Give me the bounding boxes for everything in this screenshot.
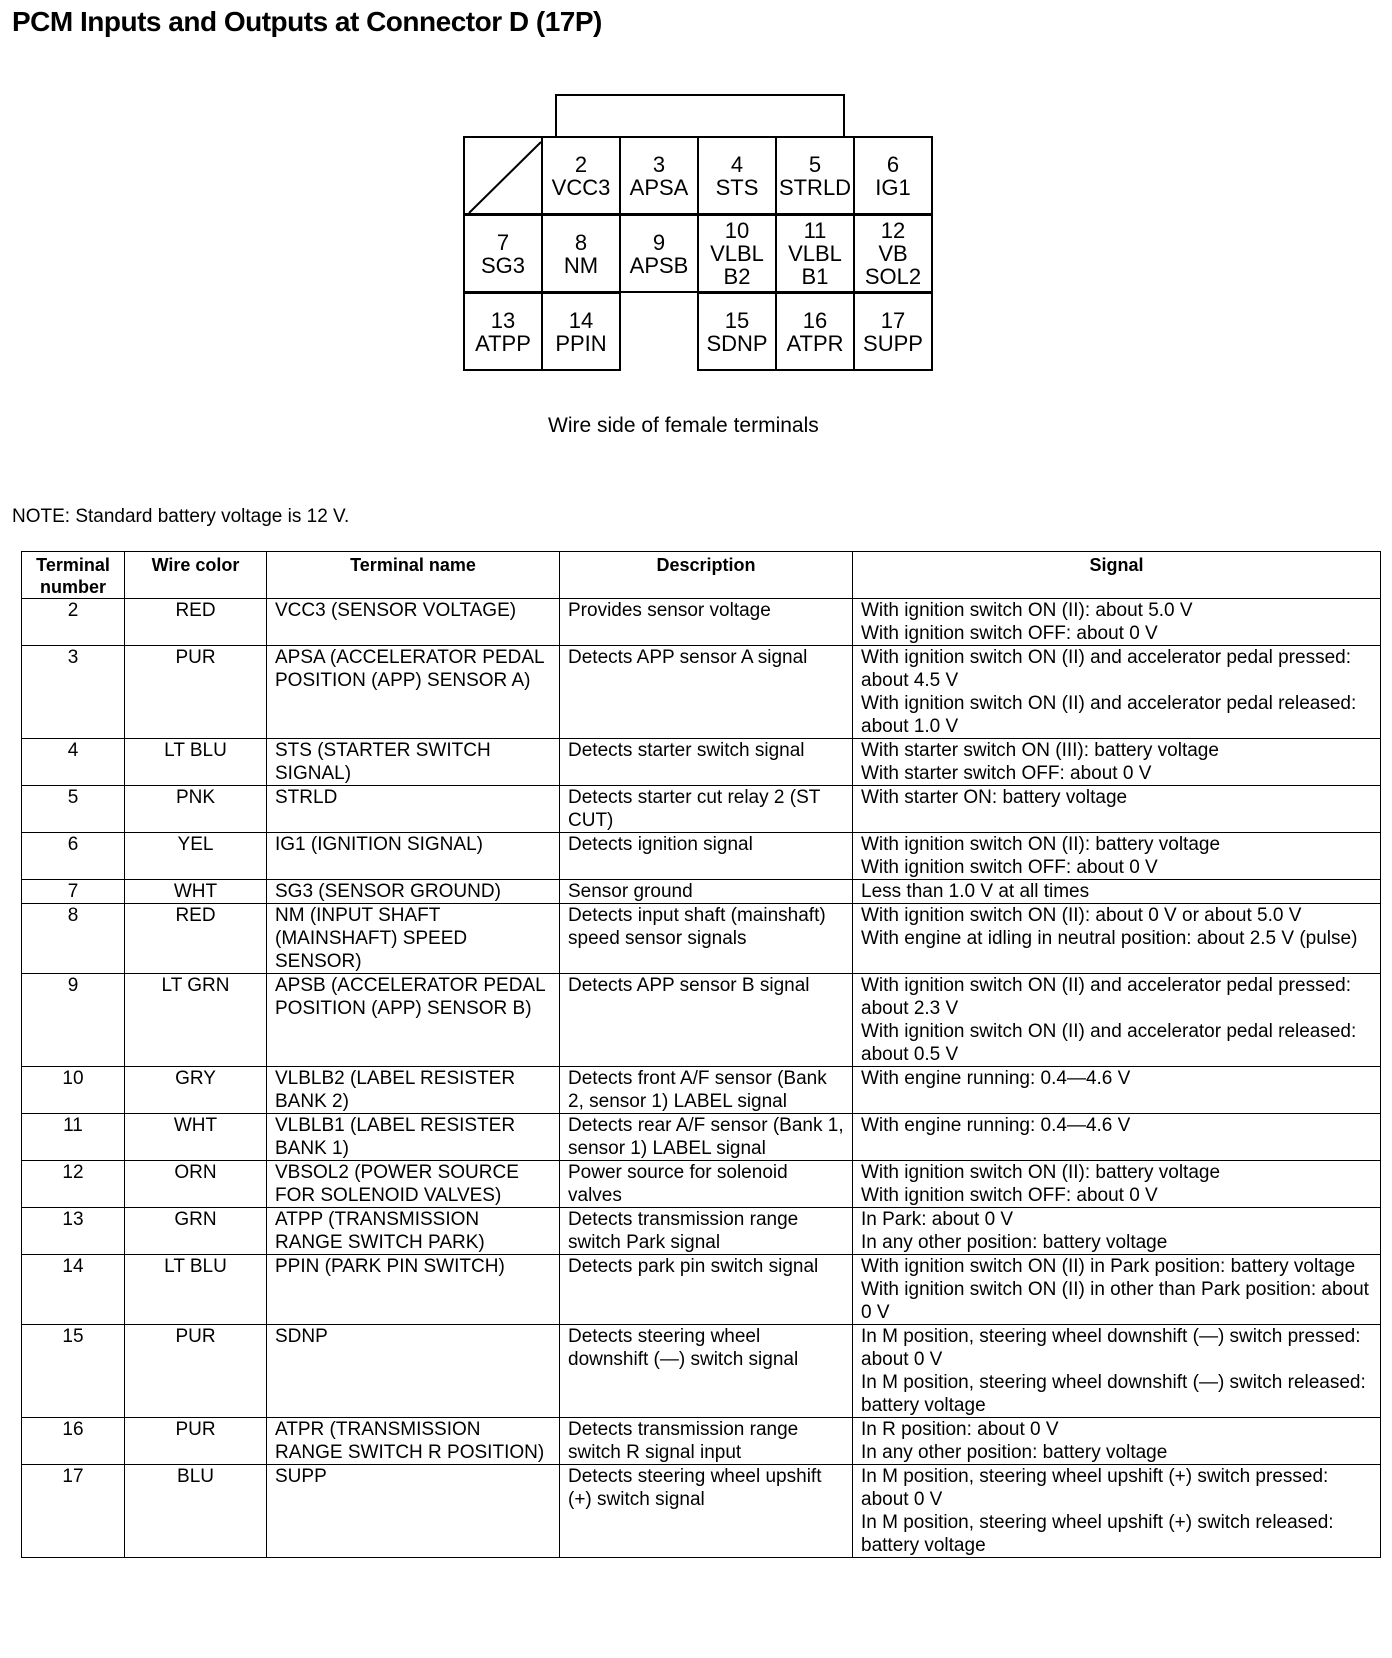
signal-cell (853, 1067, 1381, 1114)
terminal-table (21, 551, 1381, 1558)
terminal-number: 17 (880, 307, 906, 333)
terminal-name-cell: SG3 (SENSOR GROUND) (267, 880, 560, 904)
signal-line: With ignition switch ON (II) and accelerator pedal released: about 1.0 V (861, 693, 1357, 737)
description-cell: Provides sensor voltage (560, 599, 853, 646)
terminal-label: NM (563, 252, 599, 278)
connector-terminal-14 (541, 292, 621, 371)
terminal-number: 12 (880, 218, 906, 243)
wire-color-cell: GRY (125, 1067, 267, 1114)
signal-cell (853, 786, 1381, 833)
connector-terminal-16 (775, 292, 855, 371)
terminal-number-cell: 12 (22, 1161, 125, 1208)
signal-line: With starter switch OFF: about 0 V (861, 763, 1152, 784)
signal-line: With engine running: 0.4—4.6 V (861, 1115, 1131, 1136)
terminal-name-cell: IG1 (IGNITION SIGNAL) (267, 833, 560, 880)
terminal-name-cell: NM (INPUT SHAFT (MAINSHAFT) SPEED SENSOR) (267, 904, 560, 974)
signal-line: With engine at idling in neutral position: about 2.5 V (pulse) (861, 928, 1358, 949)
signal-line: With ignition switch OFF: about 0 V (861, 623, 1158, 644)
terminal-number: 9 (652, 229, 666, 255)
signal-line: With ignition switch ON (II) and accelerator pedal released: about 0.5 V (861, 1021, 1357, 1065)
connector-terminal-17 (853, 292, 933, 371)
terminal-number: 3 (652, 151, 666, 177)
connector-terminal-8 (541, 214, 621, 293)
table-row (22, 904, 1381, 974)
signal-line: In any other position: battery voltage (861, 1232, 1168, 1253)
wire-color-cell: LT GRN (125, 974, 267, 1067)
signal-cell (853, 974, 1381, 1067)
description-cell: Sensor ground (560, 880, 853, 904)
header-wire-color: Wire color (125, 552, 267, 599)
connector-terminal-11 (775, 214, 855, 293)
wire-color-cell: WHT (125, 1114, 267, 1161)
description-cell: Detects steering wheel upshift (+) switch signal (560, 1465, 853, 1558)
signal-line: With ignition switch ON (II) in other than Park position: about 0 V (861, 1279, 1369, 1323)
description-cell: Detects input shaft (mainshaft) speed sensor signals (560, 904, 853, 974)
signal-cell (853, 739, 1381, 786)
wire-color-cell: PUR (125, 646, 267, 739)
connector-terminal-13 (463, 292, 543, 371)
signal-line: With ignition switch OFF: about 0 V (861, 1185, 1158, 1206)
connector-terminal-4 (697, 136, 777, 215)
table-row (22, 1067, 1381, 1114)
terminal-name-cell: APSA (ACCELERATOR PEDAL POSITION (APP) SENSOR A) (267, 646, 560, 739)
wire-color-cell: PUR (125, 1325, 267, 1418)
signal-cell (853, 880, 1381, 904)
terminal-number-cell: 7 (22, 880, 125, 904)
table-row (22, 1325, 1381, 1418)
terminal-label: STS (715, 174, 759, 200)
signal-line: With ignition switch ON (II): battery voltage (861, 834, 1221, 855)
connector-terminal-7 (463, 214, 543, 293)
header-signal: Signal (853, 552, 1381, 599)
wire-color-cell: YEL (125, 833, 267, 880)
terminal-name-cell: VBSOL2 (POWER SOURCE FOR SOLENOID VALVES) (267, 1161, 560, 1208)
description-cell: Detects steering wheel downshift (—) switch signal (560, 1325, 853, 1418)
table-row (22, 1465, 1381, 1558)
signal-line: With ignition switch OFF: about 0 V (861, 857, 1158, 878)
signal-cell (853, 1114, 1381, 1161)
description-cell: Detects front A/F sensor (Bank 2, sensor 1) LABEL signal (560, 1067, 853, 1114)
description-cell: Detects transmission range switch Park signal (560, 1208, 853, 1255)
terminal-label: SG3 (480, 252, 526, 278)
terminal-number-cell: 3 (22, 646, 125, 739)
terminal-label: SDNP (706, 330, 768, 356)
wire-color-cell: BLU (125, 1465, 267, 1558)
terminal-number: 8 (574, 229, 588, 255)
table-row (22, 880, 1381, 904)
terminal-number-cell: 4 (22, 739, 125, 786)
terminal-name-cell: SDNP (267, 1325, 560, 1418)
terminal-number-cell: 10 (22, 1067, 125, 1114)
signal-cell (853, 1255, 1381, 1325)
terminal-number: 15 (724, 307, 750, 333)
terminal-number: 7 (496, 229, 510, 255)
terminal-label: SOL2 (864, 264, 922, 289)
terminal-number-cell: 13 (22, 1208, 125, 1255)
terminal-number-cell: 6 (22, 833, 125, 880)
terminal-label: B2 (723, 264, 751, 289)
description-cell: Power source for solenoid valves (560, 1161, 853, 1208)
wire-color-cell: RED (125, 904, 267, 974)
table-row (22, 646, 1381, 739)
description-cell: Detects starter cut relay 2 (ST CUT) (560, 786, 853, 833)
terminal-name-cell: APSB (ACCELERATOR PEDAL POSITION (APP) SENSOR B) (267, 974, 560, 1067)
terminal-label: VLBL (788, 241, 842, 266)
terminal-name-cell: VLBLB2 (LABEL RESISTER BANK 2) (267, 1067, 560, 1114)
table-row (22, 1255, 1381, 1325)
terminal-label: STRLD (778, 174, 852, 200)
table-header-row (22, 552, 1381, 599)
signal-cell (853, 1418, 1381, 1465)
table-row (22, 1418, 1381, 1465)
signal-line: In M position, steering wheel downshift (—) switch pressed: about 0 V (861, 1326, 1361, 1370)
terminal-label: IG1 (875, 174, 911, 200)
terminal-label: PPIN (555, 330, 607, 356)
signal-line: With engine running: 0.4—4.6 V (861, 1068, 1131, 1089)
terminal-label: B1 (801, 264, 829, 289)
wire-color-cell: WHT (125, 880, 267, 904)
terminal-label: ATPP (475, 330, 531, 356)
signal-cell (853, 1325, 1381, 1418)
table-row (22, 599, 1381, 646)
signal-line: With ignition switch ON (II) and accelerator pedal pressed: about 4.5 V (861, 647, 1351, 691)
table-row (22, 1161, 1381, 1208)
terminal-name-cell: STS (STARTER SWITCH SIGNAL) (267, 739, 560, 786)
terminal-label: VCC3 (551, 174, 611, 200)
terminal-number: 4 (730, 151, 744, 177)
connector-terminal-5 (775, 136, 855, 215)
terminal-number-cell: 5 (22, 786, 125, 833)
signal-line: In M position, steering wheel upshift (+) switch released: battery voltage (861, 1512, 1334, 1556)
terminal-number-cell: 15 (22, 1325, 125, 1418)
description-cell: Detects transmission range switch R signal input (560, 1418, 853, 1465)
signal-line: Less than 1.0 V at all times (861, 881, 1090, 902)
signal-cell (853, 1161, 1381, 1208)
connector-terminal-15 (697, 292, 777, 371)
description-cell: Detects APP sensor B signal (560, 974, 853, 1067)
description-cell: Detects APP sensor A signal (560, 646, 853, 739)
connector-terminal-9 (619, 214, 699, 293)
terminal-number: 5 (808, 151, 822, 177)
terminal-number-cell: 8 (22, 904, 125, 974)
signal-line: In R position: about 0 V (861, 1419, 1059, 1440)
signal-cell (853, 904, 1381, 974)
connector-caption: Wire side of female terminals (548, 414, 819, 437)
terminal-number: 11 (803, 218, 827, 243)
wire-color-cell: GRN (125, 1208, 267, 1255)
header-description: Description (560, 552, 853, 599)
terminal-label: VB (878, 241, 908, 266)
terminal-number-cell: 14 (22, 1255, 125, 1325)
table-row (22, 739, 1381, 786)
terminal-name-cell: STRLD (267, 786, 560, 833)
signal-line: In any other position: battery voltage (861, 1442, 1168, 1463)
note-text: NOTE: Standard battery voltage is 12 V. (12, 506, 350, 527)
terminal-label: ATPR (786, 330, 844, 356)
terminal-number: 14 (568, 307, 594, 333)
wire-color-cell: PNK (125, 786, 267, 833)
header-terminal-number: Terminal number (22, 552, 125, 599)
terminal-name-cell: SUPP (267, 1465, 560, 1558)
terminal-label: VLBL (710, 241, 764, 266)
signal-cell (853, 599, 1381, 646)
terminal-number: 13 (490, 307, 516, 333)
signal-line: With ignition switch ON (II): about 5.0 V (861, 600, 1193, 621)
description-cell: Detects ignition signal (560, 833, 853, 880)
terminal-label: APSA (629, 174, 689, 200)
signal-line: With ignition switch ON (II): battery voltage (861, 1162, 1221, 1183)
terminal-number: 10 (724, 218, 750, 243)
wire-color-cell: LT BLU (125, 1255, 267, 1325)
terminal-number: 16 (802, 307, 828, 333)
signal-cell (853, 833, 1381, 880)
terminal-name-cell: VCC3 (SENSOR VOLTAGE) (267, 599, 560, 646)
table-row (22, 833, 1381, 880)
terminal-name-cell: ATPP (TRANSMISSION RANGE SWITCH PARK) (267, 1208, 560, 1255)
connector-blank-cell (463, 136, 543, 215)
description-cell: Detects rear A/F sensor (Bank 1, sensor 1) LABEL signal (560, 1114, 853, 1161)
signal-line: With ignition switch ON (II) and accelerator pedal pressed: about 2.3 V (861, 975, 1351, 1019)
signal-cell (853, 646, 1381, 739)
terminal-name-cell: PPIN (PARK PIN SWITCH) (267, 1255, 560, 1325)
diagonal-slash-icon (465, 138, 545, 217)
signal-line: With ignition switch ON (II): about 0 V or about 5.0 V (861, 905, 1302, 926)
signal-line: In Park: about 0 V (861, 1209, 1014, 1230)
connector-terminal-10 (697, 214, 777, 293)
wire-color-cell: ORN (125, 1161, 267, 1208)
wire-color-cell: PUR (125, 1418, 267, 1465)
signal-cell (853, 1208, 1381, 1255)
terminal-number: 6 (886, 151, 900, 177)
connector-terminal-6 (853, 136, 933, 215)
signal-line: With starter ON: battery voltage (861, 787, 1128, 808)
signal-line: In M position, steering wheel downshift (—) switch released: battery voltage (861, 1372, 1366, 1416)
terminal-number: 2 (574, 151, 588, 177)
description-cell: Detects starter switch signal (560, 739, 853, 786)
table-row (22, 1114, 1381, 1161)
terminal-label: APSB (629, 252, 689, 278)
terminal-name-cell: VLBLB1 (LABEL RESISTER BANK 1) (267, 1114, 560, 1161)
signal-line: With starter switch ON (III): battery voltage (861, 740, 1219, 761)
connector-latch (555, 94, 845, 138)
table-row (22, 786, 1381, 833)
terminal-number-cell: 2 (22, 599, 125, 646)
signal-cell (853, 1465, 1381, 1558)
wire-color-cell: RED (125, 599, 267, 646)
terminal-label: SUPP (863, 330, 923, 356)
terminal-number-cell: 9 (22, 974, 125, 1067)
table-row (22, 974, 1381, 1067)
header-terminal-name: Terminal name (267, 552, 560, 599)
connector-terminal-3 (619, 136, 699, 215)
terminal-number-cell: 11 (22, 1114, 125, 1161)
connector-terminal-2 (541, 136, 621, 215)
connector-terminal-12 (853, 214, 933, 293)
connector-diagram (463, 136, 941, 372)
wire-color-cell: LT BLU (125, 739, 267, 786)
terminal-number-cell: 17 (22, 1465, 125, 1558)
page-title: PCM Inputs and Outputs at Connector D (17P) (12, 6, 602, 37)
terminal-number-cell: 16 (22, 1418, 125, 1465)
table-row (22, 1208, 1381, 1255)
signal-line: In M position, steering wheel upshift (+) switch pressed: about 0 V (861, 1466, 1329, 1510)
signal-line: With ignition switch ON (II) in Park position: battery voltage (861, 1256, 1356, 1277)
description-cell: Detects park pin switch signal (560, 1255, 853, 1325)
terminal-name-cell: ATPR (TRANSMISSION RANGE SWITCH R POSITION) (267, 1418, 560, 1465)
